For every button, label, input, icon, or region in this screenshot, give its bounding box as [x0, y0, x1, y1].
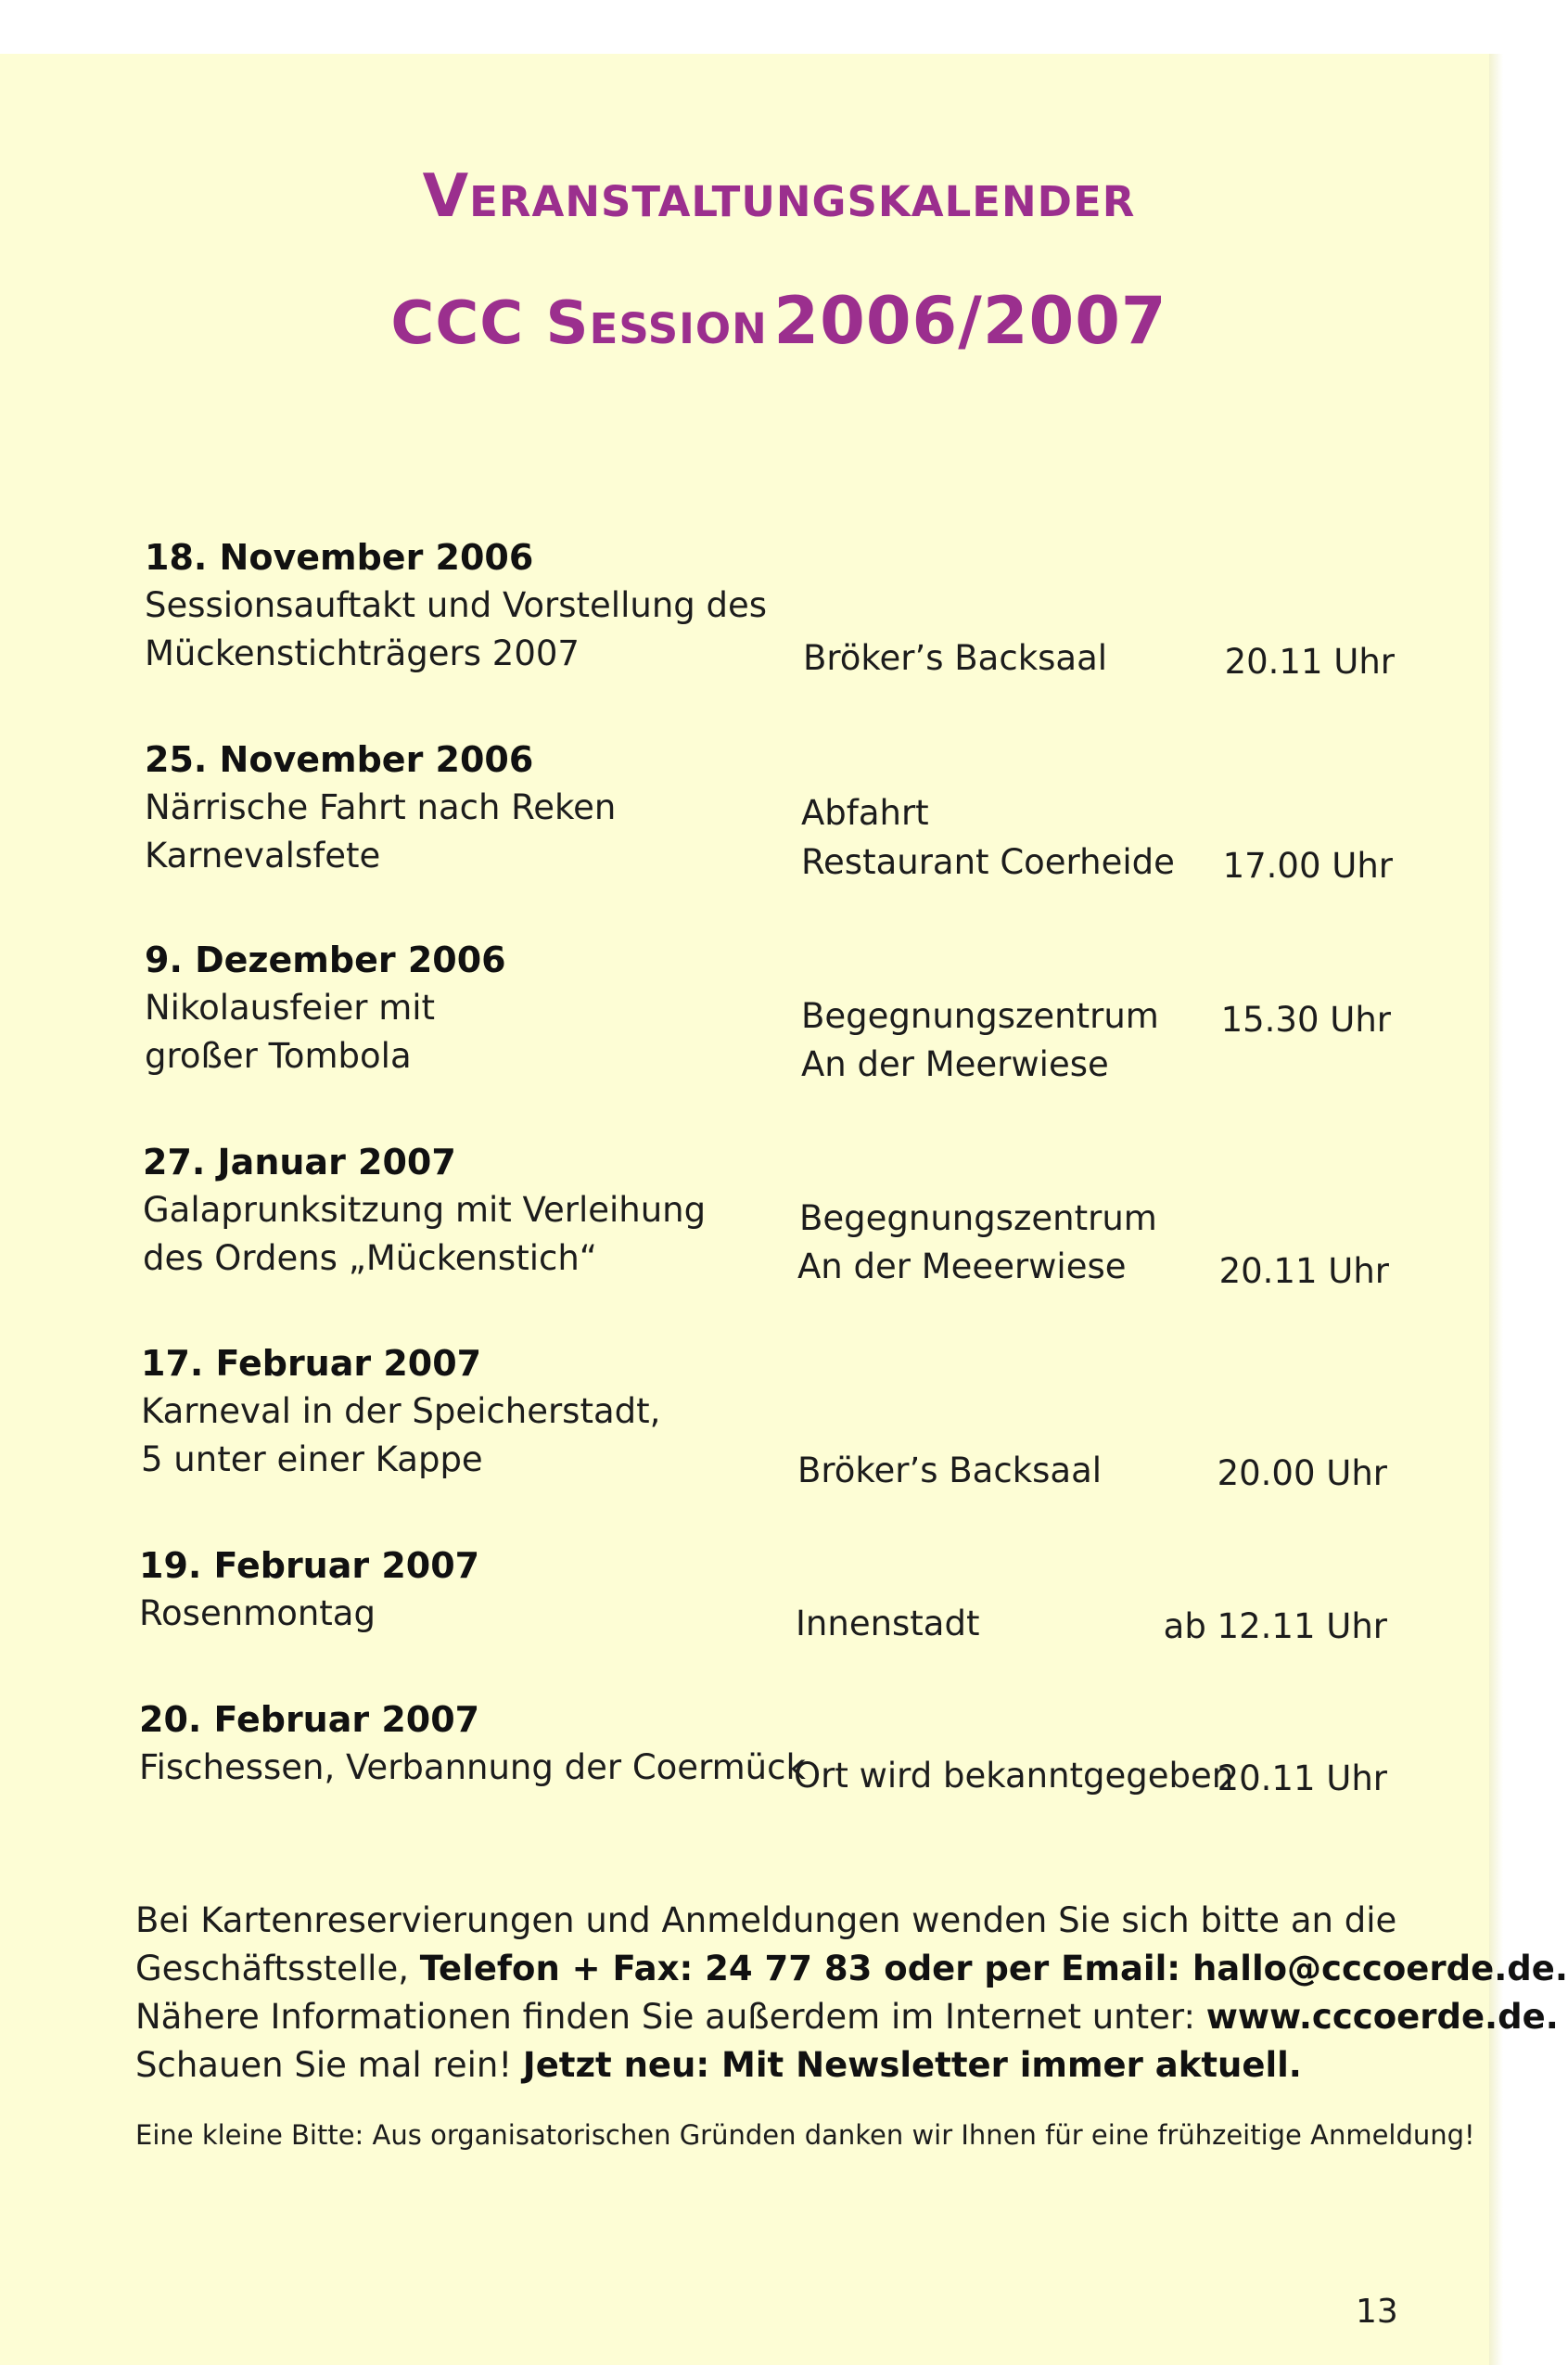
event-time: ab 12.11 Uhr — [1163, 1606, 1387, 1646]
event-venue-line-1: Begegnungszentrum — [801, 996, 1159, 1036]
event-venue-line-1: Abfahrt — [801, 793, 929, 833]
event-date: 18. November 2006 — [145, 537, 534, 578]
event-entry — [145, 936, 506, 1080]
page-number: 13 — [1356, 2293, 1398, 2331]
event-description-line-1: Fischessen, Verbannung der Coermück — [139, 1747, 806, 1787]
event-venue: Innenstadt — [796, 1604, 980, 1643]
website-link: www.cccoerde.de. — [1205, 1997, 1559, 2037]
event-venue: Ort wird bekanntgegeben — [794, 1756, 1234, 1796]
contact-info-text: Schauen Sie mal rein! — [135, 2045, 523, 2085]
contact-info-line-2 — [135, 1945, 1568, 1993]
contact-info-text: Bei Kartenreservierungen und Anmeldungen wenden Sie sich bitte an die — [135, 1900, 1397, 1940]
event-description-line-1: Sessionsauftakt und Vorstellung des — [145, 585, 768, 625]
contact-info-line-3 — [135, 1993, 1559, 2041]
event-date: 25. November 2006 — [145, 739, 534, 780]
event-description-line-2: Mückenstichträgers 2007 — [145, 633, 580, 673]
event-venue-line-1: Begegnungszentrum — [799, 1198, 1157, 1238]
page-subtitle — [0, 283, 1558, 359]
event-date: 9. Dezember 2006 — [145, 940, 506, 980]
event-entry — [141, 1339, 660, 1484]
event-time: 20.00 Uhr — [1217, 1453, 1387, 1493]
title-line-2-season: 2006/2007 — [773, 283, 1167, 359]
contact-phone-email: Telefon + Fax: 24 77 83 oder per Email: hallo@cccoerde.de. — [419, 1949, 1568, 1988]
event-description-line-1: Galaprunksitzung mit Verleihung — [143, 1190, 707, 1230]
newsletter-note: Jetzt neu: Mit Newsletter immer aktuell. — [522, 2045, 1302, 2085]
event-time: 20.11 Uhr — [1217, 1758, 1387, 1798]
event-venue: Bröker’s Backsaal — [797, 1451, 1103, 1490]
event-description-line-2: 5 unter einer Kappe — [141, 1439, 483, 1479]
event-description-line-2: großer Tombola — [145, 1036, 412, 1076]
event-time: 15.30 Uhr — [1220, 1000, 1391, 1040]
event-description-line-1: Nikolausfeier mit — [145, 988, 436, 1028]
footnote: Eine kleine Bitte: Aus organisatorischen Gründen danken wir Ihnen für eine frühzeitige Anmeldung! — [135, 2119, 1475, 2151]
event-date: 17. Februar 2007 — [141, 1343, 482, 1384]
title-line-1: Veranstaltungskalender — [422, 162, 1136, 231]
contact-info-line-4 — [135, 2041, 1302, 2090]
event-venue-line-2: An der Meeerwiese — [797, 1246, 1127, 1286]
contact-info-text: Nähere Informationen finden Sie außerdem im Internet unter: — [135, 1997, 1206, 2037]
title-line-2-prefix: CCC Session — [390, 289, 768, 358]
page-title — [0, 162, 1558, 231]
event-date: 27. Januar 2007 — [143, 1142, 456, 1182]
event-time: 20.11 Uhr — [1218, 1251, 1389, 1291]
event-description-line-2: des Ordens „Mückenstich“ — [143, 1238, 597, 1278]
event-description-line-2: Karnevalsfete — [145, 836, 381, 876]
event-entry — [139, 1541, 479, 1638]
contact-info-text: Geschäftsstelle, — [135, 1949, 420, 1988]
event-venue-line-2: Restaurant Coerheide — [801, 842, 1175, 882]
event-description-line-1: Rosenmontag — [139, 1593, 376, 1633]
event-entry — [145, 735, 616, 880]
event-entry — [139, 1695, 806, 1792]
event-venue: Bröker’s Backsaal — [803, 638, 1108, 678]
event-venue-line-2: An der Meerwiese — [801, 1044, 1109, 1084]
event-time: 20.11 Uhr — [1224, 642, 1395, 682]
event-description-line-1: Närrische Fahrt nach Reken — [145, 787, 617, 827]
event-date: 19. Februar 2007 — [139, 1545, 480, 1586]
event-description-line-1: Karneval in der Speicherstadt, — [141, 1391, 661, 1431]
event-entry — [145, 533, 767, 678]
event-time: 17.00 Uhr — [1222, 846, 1393, 886]
contact-info-line-1 — [135, 1897, 1396, 1945]
event-date: 20. Februar 2007 — [139, 1699, 480, 1740]
event-entry — [143, 1138, 706, 1283]
